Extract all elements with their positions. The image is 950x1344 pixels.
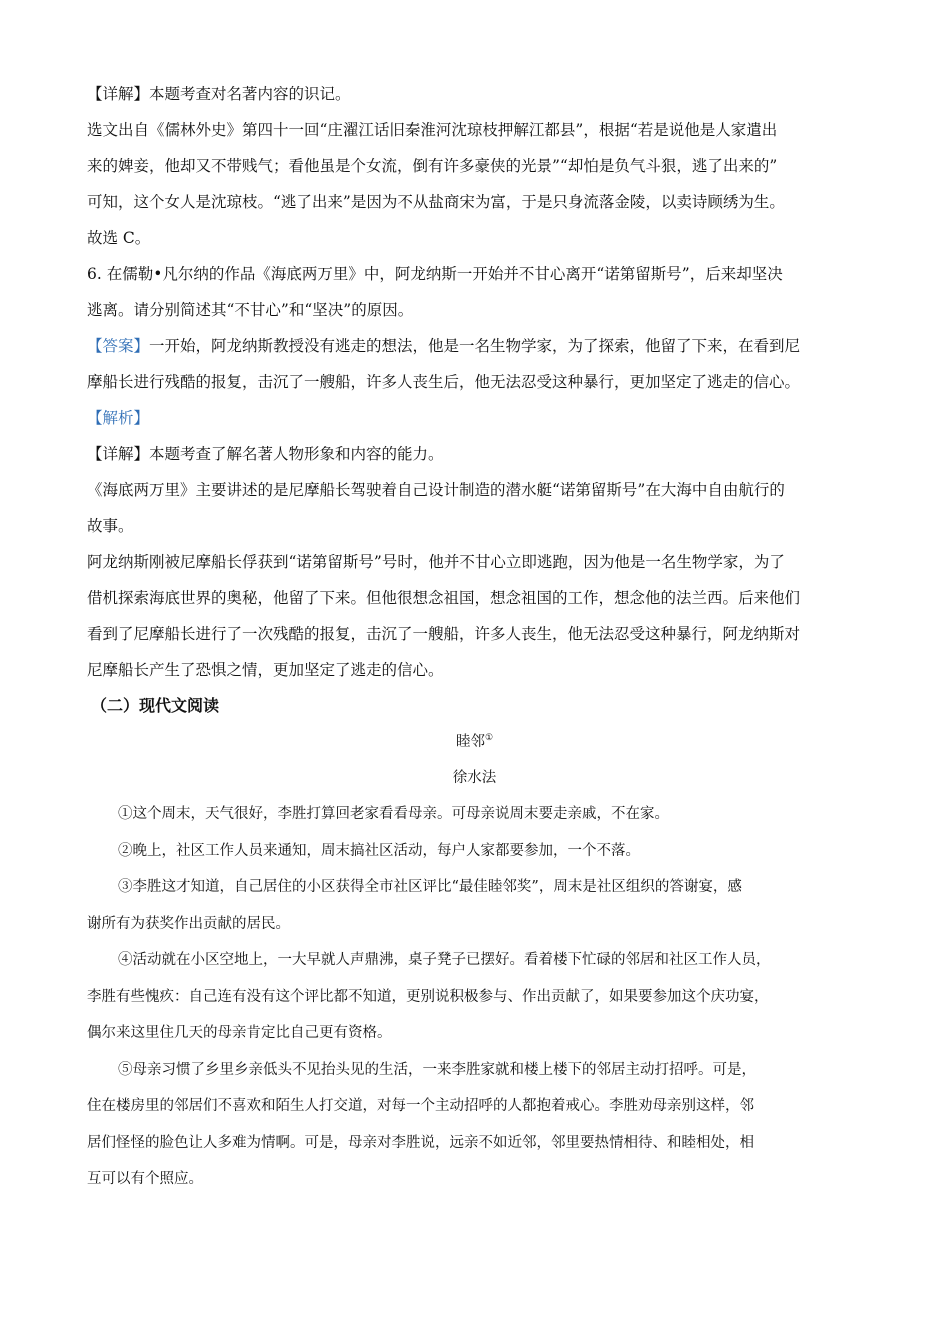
q5-explanation-line: 可知，这个女人是沈琼枝。“逃了出来”是因为不从盐商宋为富，于是只身流落金陵，以卖诗顾绣为生。 — [87, 193, 785, 211]
story-paragraph-line: 住在楼房里的邻居们不喜欢和陌生人打交道，对每一个主动招呼的人都抱着戒心。李胜劝母亲别这样，邻 — [87, 1098, 754, 1114]
story-title — [87, 724, 862, 760]
q6-detail-line: 借机探索海底世界的奥秘，他留了下来。但他很想念祖国，想念祖国的工作，想念他的法兰西。后来他们 — [87, 589, 801, 607]
q6-answer-line — [87, 328, 862, 364]
story-paragraph-line: ③李胜这才知道，自己居住的小区获得全市社区评比“最佳睦邻奖”，周末是社区组织的答谢宴，感 — [118, 879, 742, 895]
story-title-text: 睦邻 — [455, 734, 485, 750]
story-paragraph-line: 谢所有为获奖作出贡献的居民。 — [87, 915, 290, 932]
story-paragraph-line: 居们怪怪的脸色让人多难为情啊。可是，母亲对李胜说，远亲不如近邻，邻里要热情相待、和睦相处，相 — [87, 1134, 754, 1151]
section-heading: （二）现代文阅读 — [91, 696, 220, 715]
story-paragraph-line: ⑤母亲习惯了乡里乡亲低头不见抬头见的生活，一来李胜家就和楼上楼下的邻居主动打招呼。可是， — [118, 1061, 756, 1078]
q6-detail-line — [87, 436, 862, 472]
story-paragraph-line: 李胜有些愧疚：自己连有没有这个评比都不知道，更别说积极参与、作出贡献了，如果要参加这个庆功宴， — [87, 988, 769, 1005]
q5-conclusion-line: 故选 C。 — [87, 229, 151, 247]
document-page — [87, 76, 862, 1198]
q5-explanation-line: 选文出自《儒林外史》第四十一回“庄濯江话旧秦淮河沈琼枝押解江都县”，根据“若是说他是人家遣出 — [87, 121, 778, 139]
story-author: 徐水法 — [452, 770, 497, 786]
q6-question-line: 6. 在儒勒•凡尔纳的作品《海底两万里》中，阿龙纳斯一开始并不甘心离开“诺第留斯号”，后来却坚决 — [87, 265, 783, 283]
q5-detail-line — [87, 76, 862, 112]
q6-detail-line: 尼摩船长产生了恐惧之情，更加坚定了逃走的信心。 — [87, 661, 444, 679]
footnote-marker: ① — [484, 733, 494, 743]
q5-explanation-line: 来的婢妾，他却又不带贱气；看他虽是个女流，倒有许多豪侠的光景”“却怕是负气斗狠，逃了出来的” — [87, 157, 778, 175]
story-paragraph-line: ②晚上，社区工作人员来通知，周末搞社区活动，每户人家都要参加，一个不落。 — [118, 842, 640, 859]
story-paragraph-line: 互可以有个照应。 — [87, 1171, 203, 1187]
detail-label: 【详解】 — [87, 445, 150, 463]
q6-detail-line: 看到了尼摩船长进行了一次残酷的报复，击沉了一艘船，许多人丧生，他无法忍受这种暴行，阿龙纳斯对 — [87, 625, 801, 643]
q6-detail-line: 故事。 — [87, 517, 134, 535]
story-paragraph-line: ④活动就在小区空地上，一大早就人声鼎沸，桌子凳子已摆好。看着楼下忙碌的邻居和社区工作人员， — [118, 952, 771, 968]
story-paragraph-line: ①这个周末，天气很好，李胜打算回老家看看母亲。可母亲说周末要走亲戚，不在家。 — [118, 806, 669, 822]
detail-label: 【详解】 — [87, 85, 150, 103]
story-paragraph-line: 偶尔来这里住几天的母亲肯定比自己更有资格。 — [87, 1025, 392, 1041]
story-body — [87, 796, 862, 1198]
q6-question-line: 逃离。请分别简述其“不甘心”和“坚决”的原因。 — [87, 301, 414, 319]
detail-text: 本题考查了解名著人物形象和内容的能力。 — [149, 445, 444, 463]
detail-text: 本题考查对名著内容的识记。 — [149, 85, 351, 103]
answer-text: 一开始，阿龙纳斯教授没有逃走的想法，他是一名生物学家，为了探索，他留了下来，在看到尼 — [149, 337, 801, 355]
answer-label: 【答案】 — [87, 337, 150, 355]
q6-detail-line: 《海底两万里》主要讲述的是尼摩船长驾驶着自己设计制造的潜水艇“诺第留斯号”在大海中自由航行的 — [87, 481, 785, 499]
q6-answer-line: 摩船长进行残酷的报复，击沉了一艘船，许多人丧生后，他无法忍受这种暴行，更加坚定了逃走的信心。 — [87, 373, 801, 391]
q6-detail-line: 阿龙纳斯刚被尼摩船长俘获到“诺第留斯号”号时，他并不甘心立即逃跑，因为他是一名生物学家，为了 — [87, 553, 785, 571]
analysis-label: 【解析】 — [87, 409, 150, 427]
